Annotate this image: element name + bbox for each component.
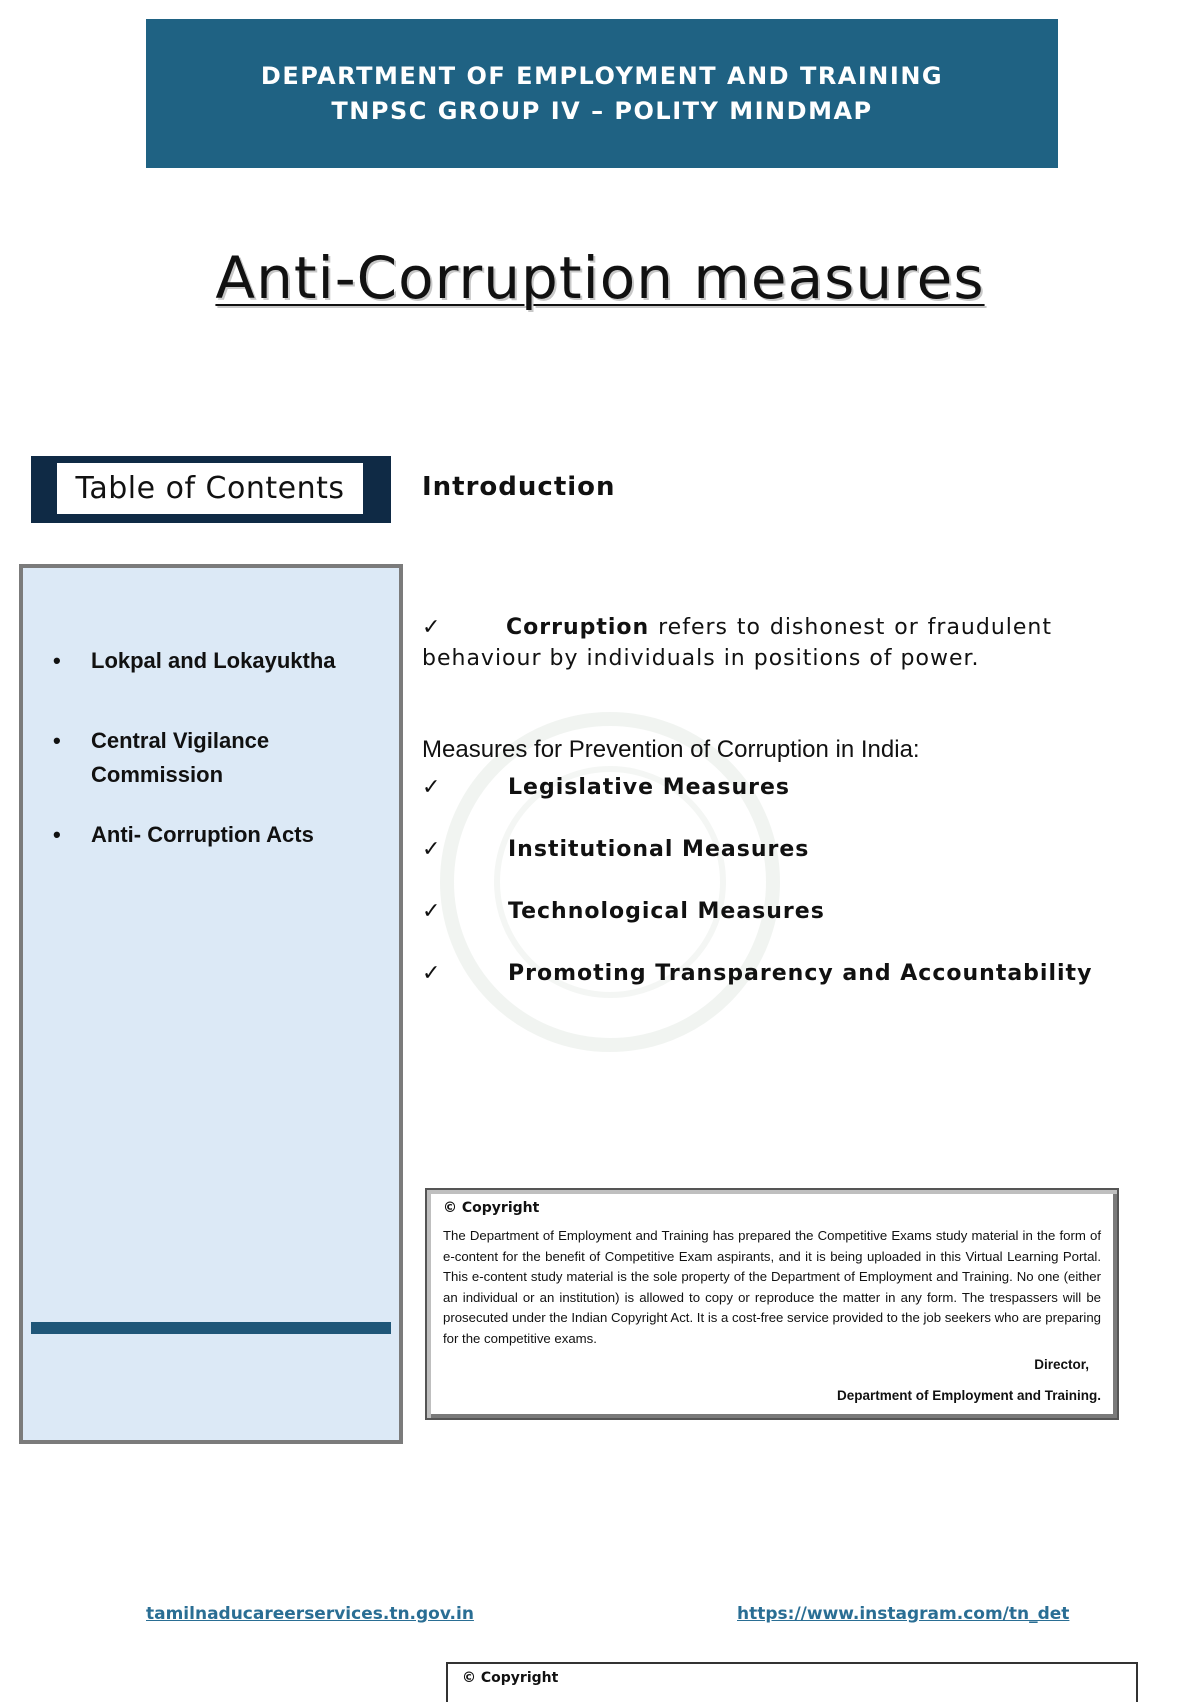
instagram-link[interactable]: https://www.instagram.com/tn_det	[737, 1604, 1070, 1624]
check-icon: ✓	[422, 615, 442, 640]
definition-paragraph	[422, 612, 1052, 674]
toc-heading: Table of Contents	[55, 461, 365, 516]
measure-item	[422, 837, 809, 862]
header-line-2: TNPSC GROUP IV – POLITY MINDMAP	[331, 96, 873, 125]
copyright-signature	[443, 1349, 1101, 1411]
copyright-text: The Department of Employment and Training has prepared the Competitive Exams study material in the form of e-content for the benefit of Competitive Exam aspirants, and it is being uploaded in this Virtual Learning Portal. This e-content study material is the sole property of the Department of Employment and Training. No one (either an individual or an institution) is allowed to copy or reproduce the matter in any form. The trespassers will be prosecuted under the Indian Copyright Act. It is a cost-free service provided to the job seekers who are preparing for the competitive exams.	[443, 1228, 1101, 1346]
definition-text: refers to dishonest or fraudulent behaviour by individuals in positions of power.	[422, 615, 1052, 671]
measures-heading: Measures for Prevention of Corruption in India:	[422, 736, 920, 763]
measure-item	[422, 775, 790, 800]
definition-term: Corruption	[506, 615, 650, 640]
website-link[interactable]: tamilnaducareerservices.tn.gov.in	[146, 1604, 474, 1624]
toc-item-cvc[interactable]: • Central Vigilance Commission	[91, 724, 381, 792]
header-banner	[146, 19, 1058, 168]
measure-label: Technological Measures	[508, 899, 825, 924]
copyright-box	[425, 1188, 1119, 1420]
page-title: Anti-Corruption measures	[215, 244, 985, 312]
measure-label: Institutional Measures	[508, 837, 810, 862]
check-icon: ✓	[422, 899, 442, 924]
check-icon: ✓	[422, 775, 442, 800]
measure-item	[422, 961, 1092, 986]
measure-label: Promoting Transparency and Accountability	[508, 961, 1093, 986]
signature-department: Department of Employment and Training.	[836, 1388, 1101, 1403]
measure-label: Legislative Measures	[508, 775, 790, 800]
header-line-1: DEPARTMENT OF EMPLOYMENT AND TRAINING	[260, 61, 944, 90]
measure-item	[422, 899, 825, 924]
check-icon: ✓	[422, 837, 442, 862]
toc-item-lokpal[interactable]: • Lokpal and Lokayuktha	[91, 644, 381, 678]
toc-header	[31, 456, 391, 523]
signature-title: Director,	[1034, 1357, 1089, 1372]
intro-heading: Introduction	[422, 472, 616, 502]
footer-copyright-box	[446, 1662, 1138, 1702]
copyright-title: © Copyright	[443, 1200, 540, 1216]
toc-item-acts[interactable]: • Anti- Corruption Acts	[91, 818, 381, 852]
toc-panel	[19, 564, 403, 1444]
toc-divider	[31, 1322, 391, 1334]
footer-copyright-title: © Copyright	[462, 1670, 559, 1686]
check-icon: ✓	[422, 961, 442, 986]
